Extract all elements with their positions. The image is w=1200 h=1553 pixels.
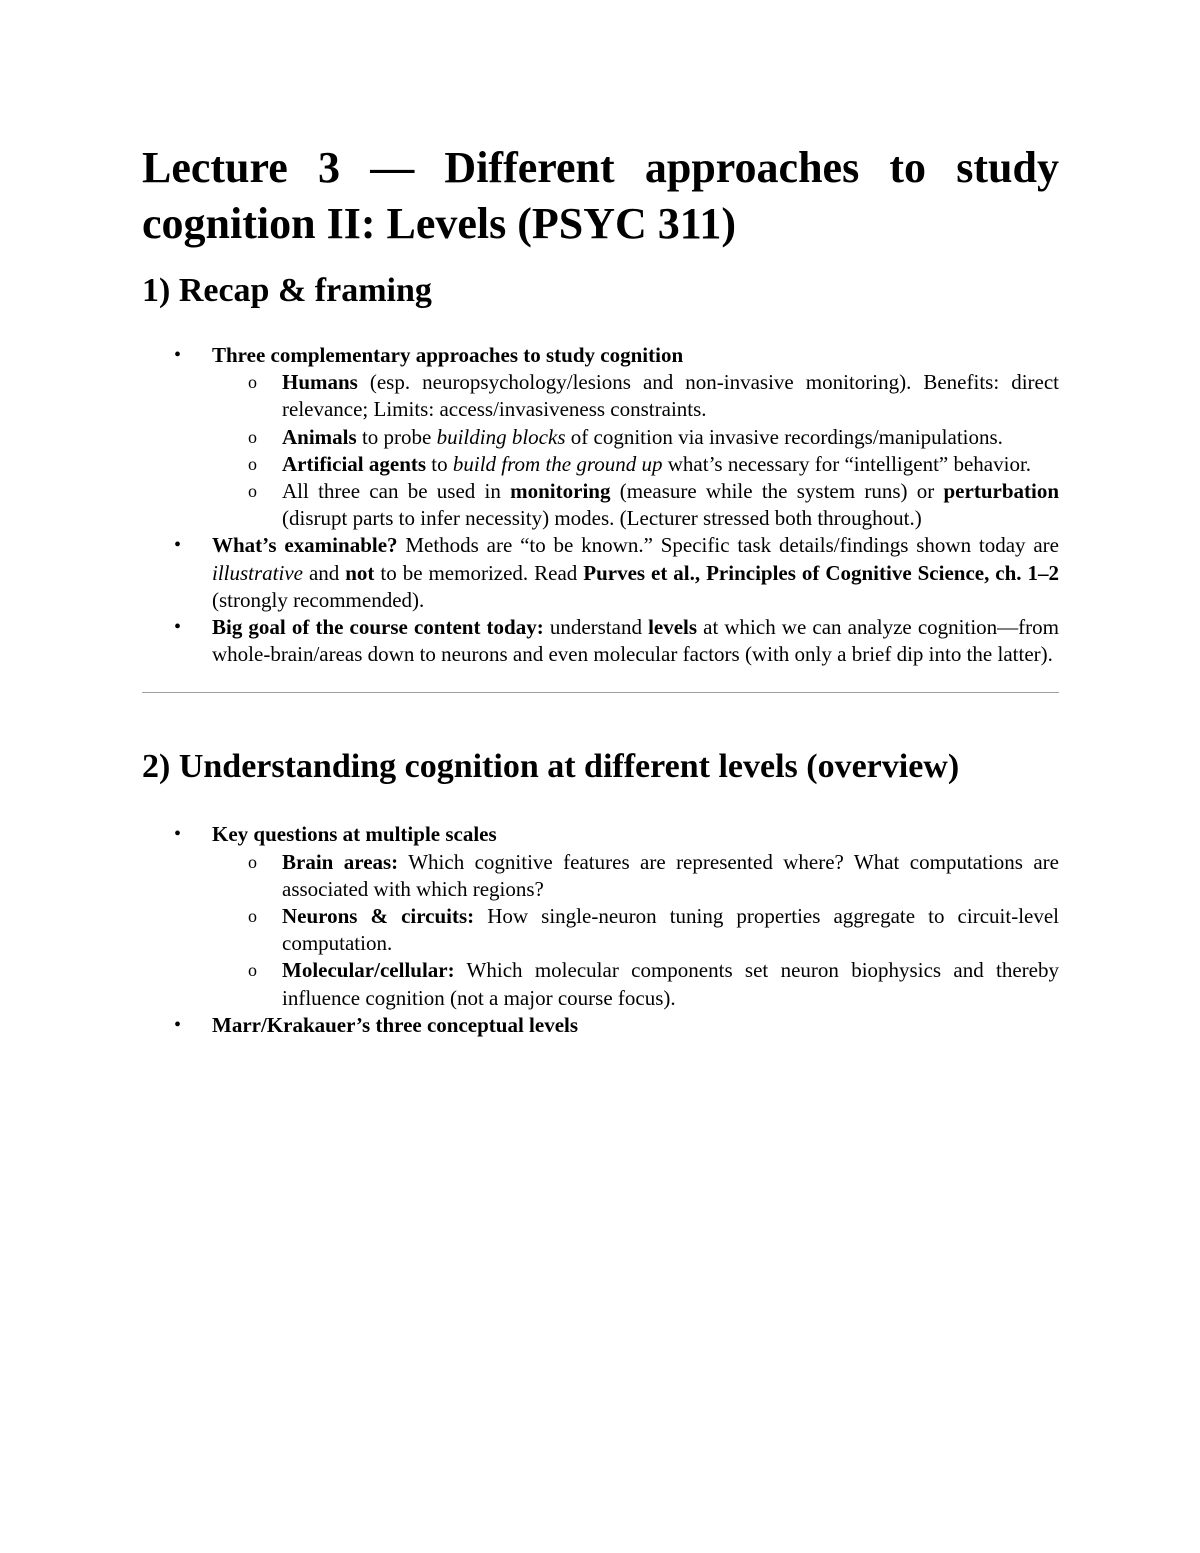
bullet-marker: •: [174, 616, 182, 639]
bold-term: monitoring: [510, 479, 611, 504]
body-text: of cognition via invasive recordings/manipulations.: [565, 424, 1003, 449]
sub-bullet-marker: o: [248, 372, 257, 393]
sub-list-item: [142, 478, 1059, 532]
bullet-label: Three complementary approaches to study cognition: [212, 343, 684, 367]
sub-bullet-marker: o: [248, 906, 257, 927]
sub-list: [212, 849, 1059, 1012]
bold-term: Big goal of the course content today:: [212, 615, 544, 640]
bold-term: Neurons & circuits:: [282, 904, 475, 929]
bold-term: perturbation: [943, 479, 1059, 504]
sub-list-item: [142, 849, 1059, 903]
body-text: All three can be used in: [282, 479, 511, 504]
body-text: and: [303, 560, 346, 585]
body-text: what’s necessary for “intelligent” behavior.: [662, 451, 1032, 476]
section-2-list: [142, 821, 1059, 1039]
sub-bullet-marker: o: [248, 851, 257, 872]
body-text: understand: [543, 615, 649, 640]
body-text: to: [426, 451, 453, 476]
list-item: [142, 532, 1059, 614]
italic-term: build from the ground up: [452, 451, 663, 476]
body-text: to be memorized. Read: [374, 560, 584, 585]
bullet-marker: •: [174, 344, 182, 366]
bold-term: Animals: [282, 424, 357, 449]
sub-list-item: [142, 451, 1059, 478]
bold-term: Artificial agents: [282, 451, 427, 476]
bullet-marker: •: [174, 534, 182, 557]
sub-bullet-marker: o: [248, 960, 257, 981]
body-text: (measure while the system runs) or: [610, 479, 944, 504]
body-text: to probe: [356, 424, 437, 449]
bold-term: not: [345, 560, 375, 585]
sub-list-item: [142, 957, 1059, 1011]
sub-list-item: [142, 903, 1059, 957]
document-page: [142, 140, 1059, 1039]
body-text: (strongly recommended).: [212, 587, 425, 612]
sub-bullet-marker: o: [248, 481, 257, 502]
body-text: (disrupt parts to infer necessity) modes. (Lecturer stressed both throughout.): [282, 506, 922, 531]
sub-list-item: [142, 424, 1059, 451]
bullet-label: Marr/Krakauer’s three conceptual levels: [212, 1012, 579, 1037]
sub-bullet-marker: o: [248, 426, 257, 447]
body-text: Which molecular components set neuron biophysics and thereby influence cognition (not a major course focus).: [282, 958, 1059, 1010]
section-2-heading: 2) Understanding cognition at different levels (overview): [142, 748, 960, 786]
bullet-marker: •: [174, 1013, 182, 1036]
bold-term: levels: [648, 615, 698, 640]
list-item: [142, 821, 1059, 1011]
list-item: [142, 342, 1059, 532]
bullet-marker: •: [174, 823, 182, 846]
list-item: [142, 1012, 1059, 1039]
section-divider: [142, 692, 1059, 693]
body-text: (esp. neuropsychology/lesions and non-invasive monitoring). Benefits: direct relevance; Limits: access/invasiveness constraints.: [282, 370, 1059, 422]
italic-term: illustrative: [212, 560, 303, 585]
section-1-heading: 1) Recap & framing: [142, 272, 432, 309]
sub-list: [212, 369, 1059, 532]
sub-bullet-marker: o: [248, 453, 257, 474]
sub-list-item: [142, 369, 1059, 423]
body-text: Methods are “to be known.” Specific task details/findings shown today are: [397, 533, 1059, 558]
bold-term: Brain areas:: [282, 849, 399, 874]
bold-term: Humans: [282, 370, 358, 395]
bold-term: What’s examinable?: [212, 533, 398, 558]
body-text: How single-neuron tuning properties aggregate to circuit-level computation.: [282, 904, 1059, 956]
italic-term: building blocks: [436, 424, 566, 449]
body-text: Which cognitive features are represented where? What computations are associated with which regions?: [282, 849, 1059, 901]
bullet-label: Key questions at multiple scales: [212, 822, 497, 847]
section-1-list: [142, 342, 1059, 668]
bold-term: Molecular/cellular:: [282, 958, 455, 983]
document-title: Lecture 3 — Different approaches to study cognition II: Levels (PSYC 311): [142, 143, 1059, 248]
bold-term: Purves et al., Principles of Cognitive Science, ch. 1–2: [583, 560, 1060, 585]
body-text: at which we can analyze cognition—from whole-brain/areas down to neurons and even molecular factors (with only a brief dip into the latter).: [212, 615, 1059, 667]
list-item: [142, 614, 1059, 668]
